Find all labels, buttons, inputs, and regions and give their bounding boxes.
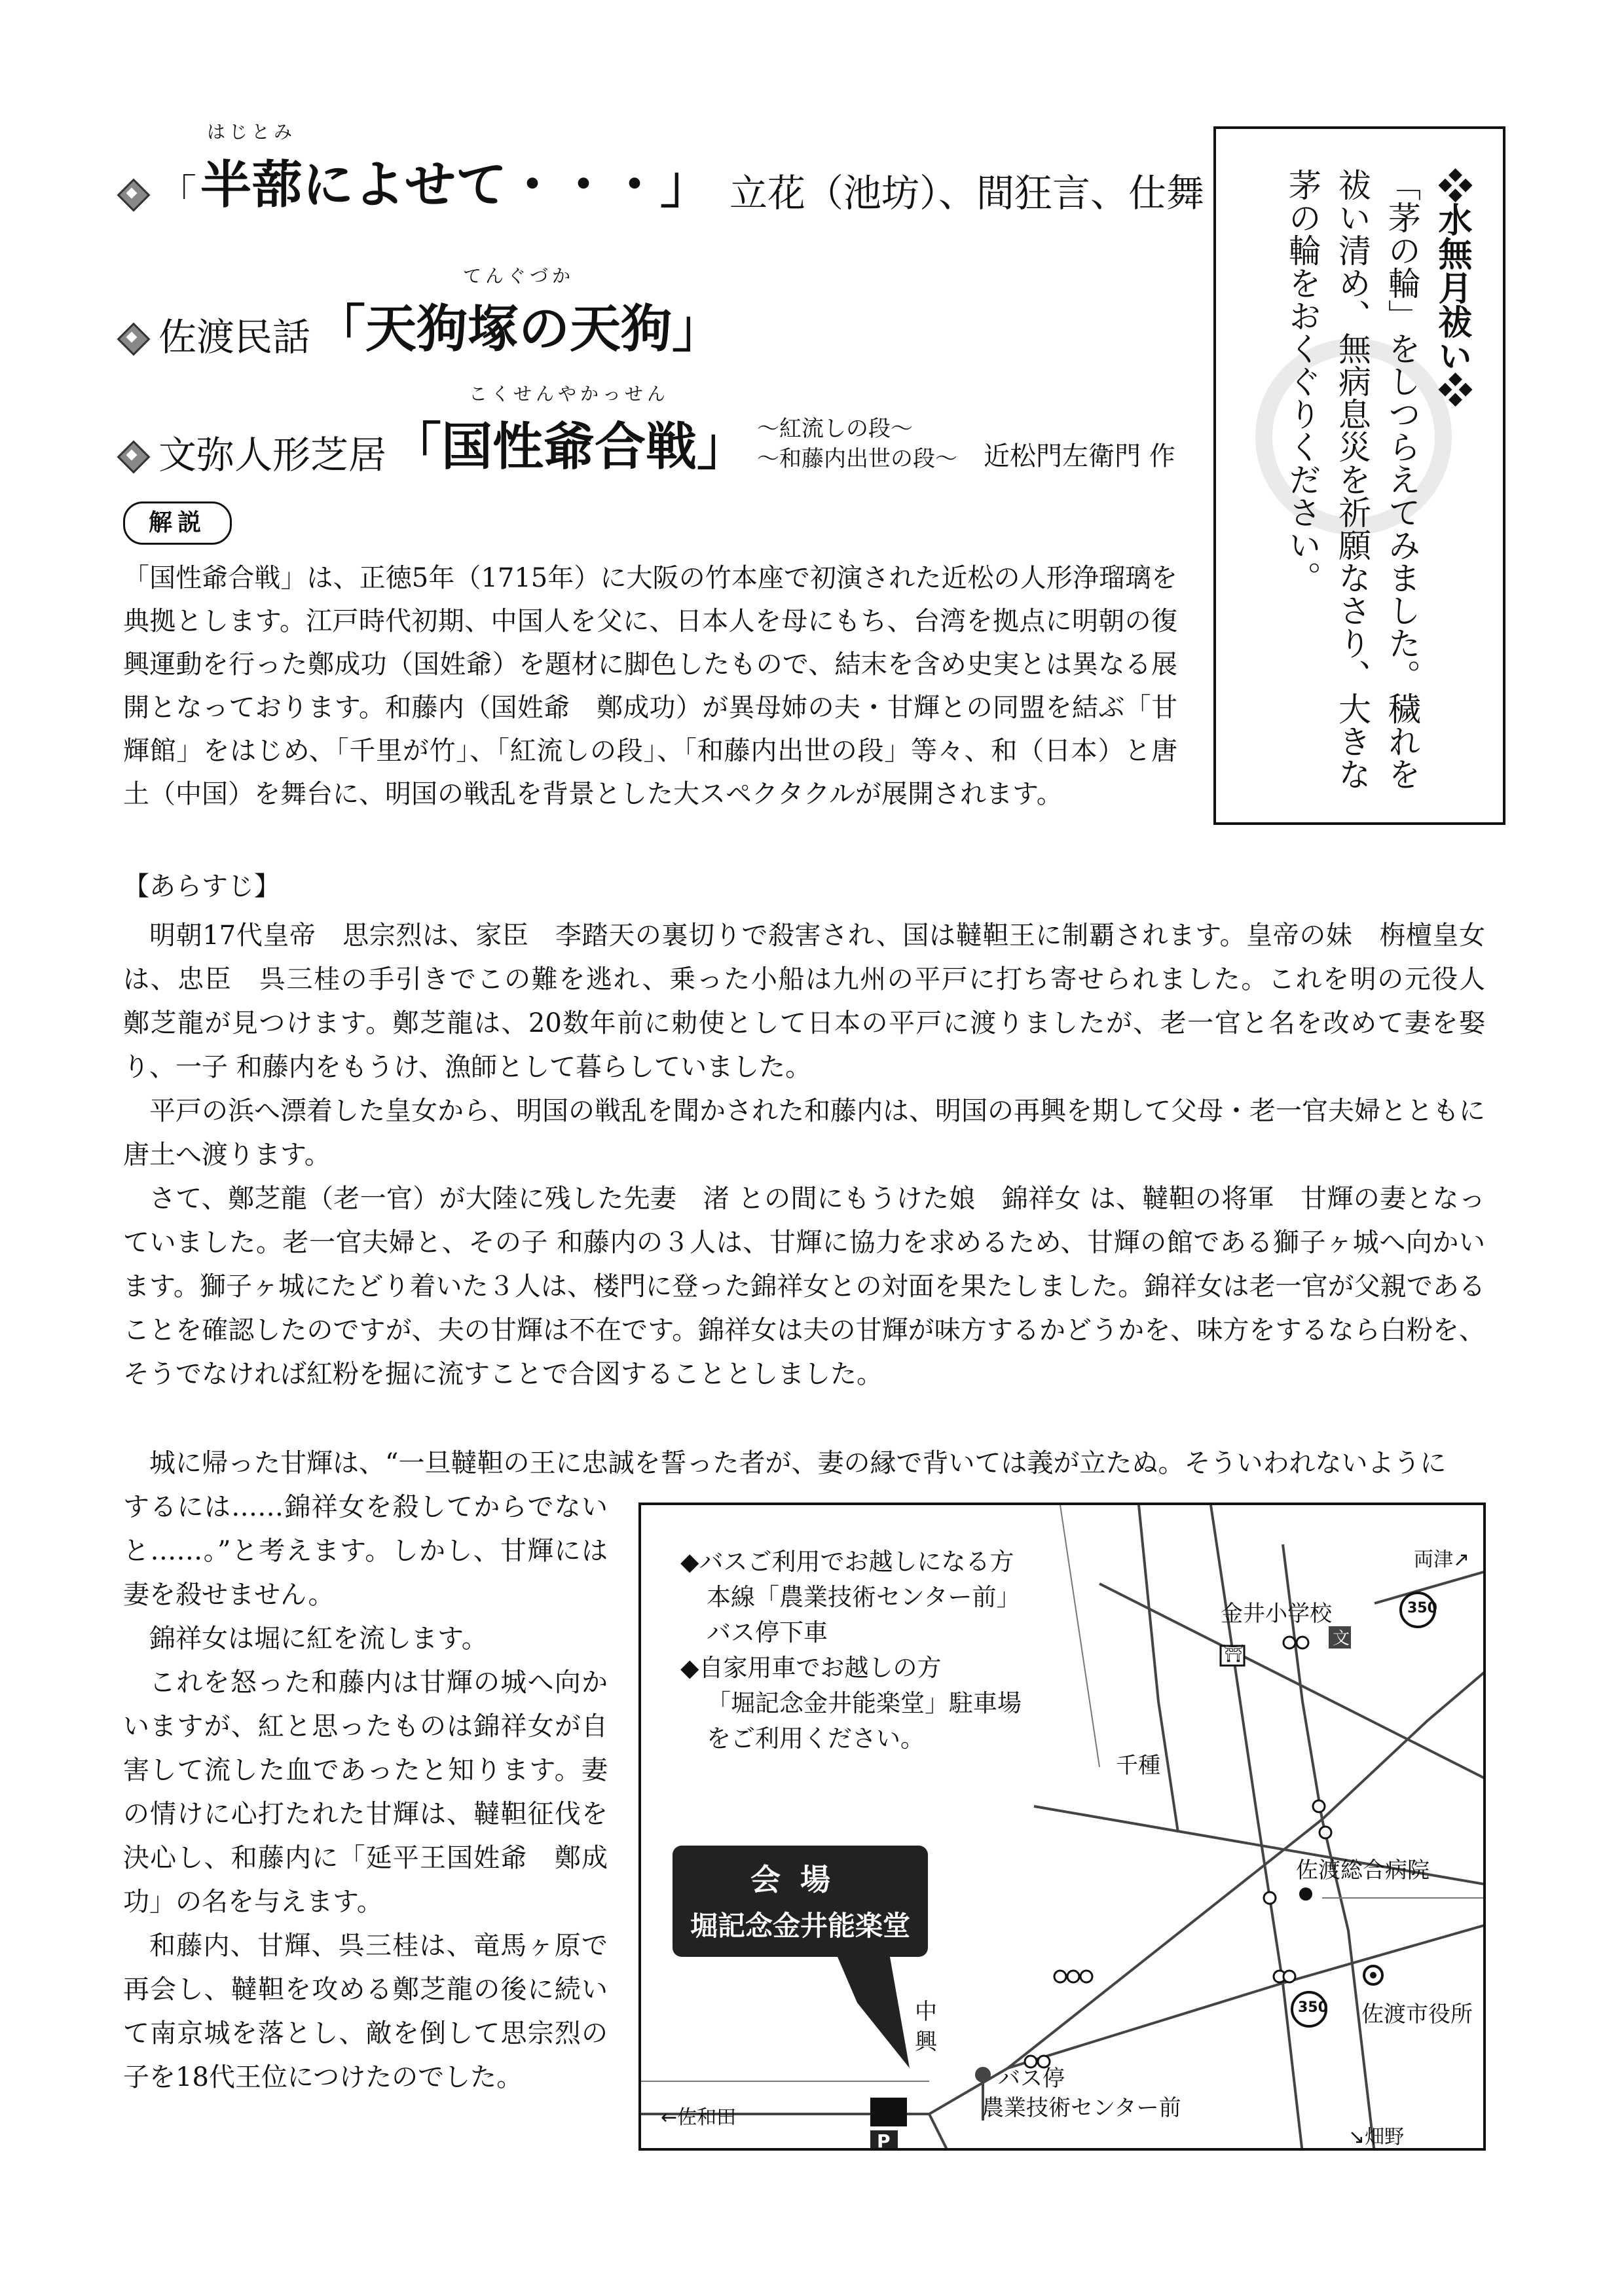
program-1-bracket: 「 (158, 171, 197, 215)
car-access-line1: 「堀記念金井能楽堂」駐車場 (707, 1689, 1022, 1717)
signal-icon (1283, 1971, 1295, 1982)
program-3-title-text: 「国性爺合戦」 (390, 417, 748, 477)
synopsis-paragraph: 和藤内、甘輝、呉三桂は、竜馬ヶ原で再会し、韃靼を攻める鄭芝龍の後に続いて南京城を落とし、敵を倒して思宗烈の子を18代王位につけたのでした。 (123, 1931, 608, 2092)
program-1-ruby: はじとみ (207, 121, 297, 143)
map-label-chigusa: 千種 (1116, 1753, 1160, 1779)
signal-icon (1080, 1971, 1092, 1982)
signal-icon (1320, 1827, 1331, 1838)
signal-icon (1067, 1971, 1079, 1982)
parking-label: P (877, 2130, 891, 2151)
map-label-ryotsu: 両津↗ (1414, 1548, 1470, 1571)
program-3-ruby: こくせんやかっせん (469, 383, 670, 405)
program-1-title (200, 121, 303, 217)
synopsis-p4-line1 (123, 1442, 1485, 1485)
venue-building-icon (870, 2098, 907, 2126)
signal-icon (1297, 1637, 1308, 1649)
bus-access-line1: 本線「農業技術センター前」 (707, 1583, 1021, 1611)
access-map (638, 1503, 1486, 2151)
shrine-mark: ⛩ (1223, 1644, 1245, 1664)
synopsis-top (123, 914, 1511, 1396)
map-label-naka: 中 (915, 1999, 937, 2025)
map-label-sawata: ←佐和田 (661, 2106, 737, 2129)
program-2-prefix: 佐渡民話 (158, 315, 311, 359)
map-label-city-hall: 佐渡市役所 (1361, 2001, 1473, 2028)
program-2-title-text: 「天狗塚の天狗」 (314, 299, 724, 359)
diamond-bullet-icon (118, 323, 147, 352)
program-1-title-rest: によせて・・・」 (303, 155, 712, 215)
school-mark: 文 (1333, 1629, 1350, 1649)
signal-icon (1054, 1971, 1066, 1982)
venue-label: 会場 (750, 1862, 850, 1897)
synopsis-paragraph: これを怒った和藤内は甘輝の城へ向かいますが、紅と思ったものは錦祥女が自害して流した血であったと知ります。妻の情けに心打たれた甘輝は、韃靼征伐を決心し、和藤内に「延平王国姓爺 鄭成功」の名を与えます。 (123, 1667, 608, 1917)
program-2-ruby: てんぐづか (463, 265, 575, 287)
signal-icon (1313, 1800, 1325, 1812)
synopsis-paragraph: 明朝17代皇帝 思宗烈は、家臣 李踏天の裏切りで殺害され、国は韃靼王に制覇されます。皇帝の妹 栴檀皇女は、忠臣 呉三桂の手引きでこの難を逃れ、乗った小船は九州の平戸に打ち寄せられました。これを明の元役人 鄭芝龍が見つけます。鄭芝龍は、20数年前に勅使として日本の平戸に渡りましたが、老一官と名を改めて妻を娶り、一子 和藤内をもうけ、漁師として暮らしていました。 (123, 920, 1511, 1082)
kaisetsu-paragraph: 「国性爺合戦」は、正徳5年（1715年）に大阪の竹本座で初演された近松の人形浄瑠璃を典拠とします。江戸時代初期、中国人を父に、日本人を母にもち、台湾を拠点に明朝の復興運動を行った鄭成功（国姓爺）を題材に脚色したもので、結末を含め史実とは異なる展開となっております。和藤内（国姓爺 鄭成功）が異母姉の夫・甘輝との同盟を結ぶ「甘輝館」をはじめ、「千里が竹」、「紅流しの段」、「和藤内出世の段」等々、和（日本）と唐土（中国）を舞台に、明国の戦乱を背景とした大スペクタクルが展開されます。 (123, 563, 1177, 809)
minazuki-harai-box (1213, 126, 1505, 825)
bus-access-line2: バス停下車 (707, 1618, 828, 1647)
synopsis-paragraph: さて、鄭芝龍（老一官）が大陸に残した先妻 渚 との間にもうけた娘 錦祥女 は、韃靼の将軍 甘輝の妻となっていました。老一官夫婦と、その子 和藤内の３人は、甘輝に協力を求めるため、甘輝の館である獅子ヶ城へ向かいます。獅子ヶ城にたどり着いた３人は、楼門に登った錦祥女との対面を果たしました。錦祥女は老一官が父親であることを確認したのですが、夫の甘輝は不在です。錦祥女は夫の甘輝が味方するかどうかを、味方をするなら白粉を、そうでなければ紅粉を掘に流すことで合図することとしました。 (123, 1184, 1485, 1389)
kaisetsu-text (123, 556, 1177, 816)
access-info (680, 1544, 1022, 1757)
signal-icon (1283, 1637, 1295, 1649)
car-access-title: ◆自家用車でお越しの方 (680, 1654, 942, 1682)
map-label-hatano: ↘畑野 (1348, 2126, 1405, 2149)
route-label: 350 (1298, 1999, 1328, 2016)
road-thin-4 (929, 2114, 949, 2151)
synopsis-paragraph: 錦祥女は堀に紅を流します。 (149, 1624, 488, 1654)
map-label-bus-stop-name: 農業技術センター前 (982, 2095, 1181, 2121)
map-label-hospital: 佐渡総合病院 (1296, 1857, 1430, 1884)
synopsis-heading: 【あらすじ】 (123, 871, 280, 902)
signal-icon (1264, 1892, 1276, 1904)
vertical-text (1278, 168, 1477, 797)
venue-name: 堀記念金井能楽堂 (690, 1910, 910, 1942)
route-label: 350 (1407, 1600, 1437, 1616)
synopsis-p4-cont: するには……錦祥女を殺してからでないと……。”と考えます。しかし、甘輝には妻を殺せません。 (123, 1492, 608, 1610)
map-label-oki: 興 (915, 2029, 937, 2055)
kaisetsu-badge: 解説 (123, 501, 232, 545)
synopsis-left-column-text (123, 1485, 608, 2100)
hospital-marker-icon (1299, 1887, 1312, 1901)
venue-callout (673, 1846, 928, 1957)
synopsis-paragraph: 平戸の浜へ漂着した皇女から、明国の戦乱を聞かされた和藤内は、明国の再興を期して父母・老一官夫婦とともに唐土へ渡ります。 (123, 1096, 1485, 1170)
program-1-title-text: 半蔀 (200, 155, 303, 215)
sidebar-title: ❖水無月祓い❖ (1432, 168, 1472, 407)
map-label-school: 金井小学校 (1221, 1601, 1332, 1627)
diamond-bullet-icon (118, 441, 147, 470)
program-2 (118, 265, 724, 361)
program-3-sub1: 〜紅流しの段〜 (757, 416, 913, 442)
program-3-sub2: 〜和藤内出世の段〜 (757, 446, 958, 472)
program-1 (118, 121, 1205, 217)
callout-pointer (838, 1957, 910, 2068)
synopsis-p4-line1-text: 城に帰った甘輝は、“一旦韃靼の王に忠誠を誓った者が、妻の縁で背いては義が立たぬ。そういわれないように (149, 1448, 1447, 1478)
program-3-title (390, 383, 748, 479)
program-3-prefix: 文弥人形芝居 (158, 433, 387, 477)
road-thin-1 (1139, 1505, 1178, 1832)
bus-access-title: ◆バスご利用でお越しになる方 (680, 1548, 1014, 1576)
program-3-subtitles (757, 414, 957, 474)
diamond-bullet-icon (118, 179, 147, 208)
program-3-author: 近松門左衛門 作 (984, 441, 1175, 471)
car-access-line2: をご利用ください。 (707, 1724, 925, 1753)
program-2-title (314, 265, 724, 361)
program-1-detail: 立花（池坊）、間狂言、仕舞 (729, 171, 1205, 215)
program-3 (118, 383, 1175, 479)
sidebar-text: 「茅の輪」をしつらえてみました。穢れを祓い清め、無病息災を祈願なさり、大きな茅の輪をおくぐりください。 (1283, 168, 1421, 790)
map-label-bus-stop: バス停 (998, 2066, 1065, 2092)
